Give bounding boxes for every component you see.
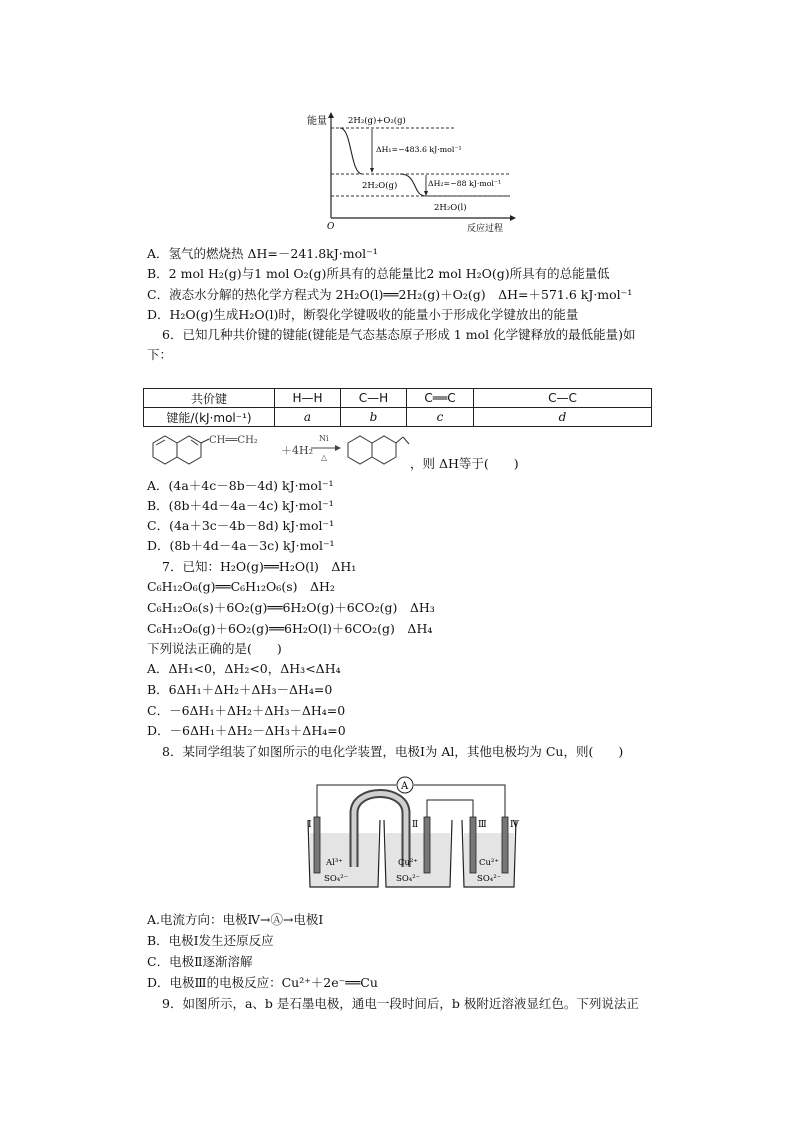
q7-option-c: C．－6ΔH₁＋ΔH₂＋ΔH₃－ΔH₄=0 xyxy=(147,703,346,718)
table-cell: a xyxy=(275,408,341,427)
q9-stem: 9．如图所示，a、b 是石墨电极，通电一段时间后，b 极附近溶液显红色。下列说法正 xyxy=(162,996,639,1011)
q7-stem: 7．已知：H₂O(g)══H₂O(l) ΔH₁ xyxy=(162,559,357,574)
reaction-arrow-head xyxy=(335,445,341,451)
q7-ask: 下列说法正确的是( ) xyxy=(147,641,282,656)
q8-stem: 8．某同学组装了如图所示的电化学装置，电极Ⅰ为 Al，其他电极均为 Cu，则( ) xyxy=(162,744,624,759)
q6-option-d: D．(8b＋4d－4a－3c) kJ·mol⁻¹ xyxy=(147,538,335,553)
q5-option-a: A．氢气的燃烧热 ΔH=－241.8kJ·mol⁻¹ xyxy=(147,246,378,261)
ethyl-bond-1 xyxy=(396,437,403,443)
ion-al: Al³⁺ xyxy=(326,858,343,868)
table-cell: b xyxy=(341,408,407,427)
product-ring-right xyxy=(372,436,396,464)
q6-stem-1: 6．已知几种共价键的键能(键能是气态基态原子形成 1 mol 化学键释放的最低能量)如 xyxy=(162,327,636,342)
q8-option-d: D．电极Ⅲ的电极反应：Cu²⁺＋2e⁻══Cu xyxy=(147,975,378,990)
q7-option-d: D．－6ΔH₁＋ΔH₂－ΔH₃＋ΔH₄=0 xyxy=(147,723,346,738)
table-header-cell: H—H xyxy=(275,389,341,408)
y-axis-arrow xyxy=(328,112,334,118)
q7-option-a: A．ΔH₁<0，ΔH₂<0，ΔH₃<ΔH₄ xyxy=(147,661,341,676)
level-bottom-label: 2H₂O(l) xyxy=(434,203,467,213)
plus-hydrogen: ＋4H₂ xyxy=(281,444,314,457)
electrode-2 xyxy=(424,817,430,873)
table-header-cell: C—C xyxy=(474,389,652,408)
electrode-2-label: Ⅱ xyxy=(412,820,419,830)
table-cell: 键能/(kJ·mol⁻¹) xyxy=(144,408,275,427)
heat-label: △ xyxy=(321,453,328,462)
dh1-arrow-head xyxy=(370,168,374,173)
electrode-1 xyxy=(314,817,320,873)
q7-eq2: C₆H₁₂O₆(g)══C₆H₁₂O₆(s) ΔH₂ xyxy=(147,579,335,594)
energy-diagram xyxy=(300,108,520,236)
energy-curve-1 xyxy=(340,128,362,174)
q5-option-c: C．液态水分解的热化学方程式为 2H₂O(l)══2H₂(g)＋O₂(g) ΔH=＋571.6 kJ·mol⁻¹ xyxy=(147,287,633,302)
q7-eq4: C₆H₁₂O₆(g)＋6O₂(g)══6H₂O(l)＋6CO₂(g) ΔH₄ xyxy=(147,621,433,636)
q8-option-b: B．电极Ⅰ发生还原反应 xyxy=(147,933,274,948)
sulfate-2: SO₄²⁻ xyxy=(396,874,421,884)
ammeter-label: A xyxy=(401,781,409,792)
electrode-4-label: Ⅳ xyxy=(510,820,519,830)
electrode-3-label: Ⅲ xyxy=(478,820,487,830)
outer-wire-right xyxy=(414,785,505,820)
table-cell: c xyxy=(407,408,474,427)
q8-option-c: C．电极Ⅱ逐渐溶解 xyxy=(147,954,253,969)
origin-label: O xyxy=(327,222,335,232)
bond-energy-table xyxy=(143,388,652,427)
table-cell: d xyxy=(474,408,652,427)
table-header-row xyxy=(144,389,652,408)
x-axis-label: 反应过程 xyxy=(467,224,504,234)
substituent-bond xyxy=(201,439,209,443)
q7-eq3: C₆H₁₂O₆(s)＋6O₂(g)══6H₂O(g)＋6CO₂(g) ΔH₃ xyxy=(147,600,435,615)
electrochemical-cell-diagram xyxy=(300,775,530,895)
vinyl-group: CH══CH₂ xyxy=(209,435,258,446)
level-mid-label: 2H₂O(g) xyxy=(362,181,398,191)
q6-ask: ，则 ΔH等于( ) xyxy=(410,456,519,471)
dh2-label: ΔH₂=−88 kJ·mol⁻¹ xyxy=(428,179,502,188)
q5-option-b: B．2 mol H₂(g)与1 mol O₂(g)所具有的总能量比2 mol H₂O(g)所具有的总能量低 xyxy=(147,266,610,281)
electrode-4 xyxy=(502,817,508,873)
q6-option-a: A．(4a＋4c－8b－4d) kJ·mol⁻¹ xyxy=(147,478,334,493)
ring-right xyxy=(177,436,201,464)
sulfate-1: SO₄²⁻ xyxy=(324,874,349,884)
inner-wire xyxy=(427,800,473,820)
product-ring-left xyxy=(348,436,372,464)
ethyl-bond-2 xyxy=(403,437,409,444)
q5-option-d: D．H₂O(g)生成H₂O(l)时，断裂化学键吸收的能量小于形成化学键放出的能量 xyxy=(147,307,579,322)
ion-cu-2: Cu²⁺ xyxy=(479,858,499,868)
electrode-1-label: Ⅰ xyxy=(308,820,312,830)
dh2-arrow-head xyxy=(424,191,428,196)
table-header-cell: 共价键 xyxy=(144,389,275,408)
dh1-label: ΔH₁=−483.6 kJ·mol⁻¹ xyxy=(376,145,462,154)
electrode-3 xyxy=(470,817,476,873)
level-top-label: 2H₂(g)+O₂(g) xyxy=(348,116,406,126)
q6-option-b: B．(8b＋4d－4a－4c) kJ·mol⁻¹ xyxy=(147,498,334,513)
table-header-cell: C══C xyxy=(407,389,474,408)
hydrogenation-reaction xyxy=(143,430,413,470)
q8-option-a: A.电流方向：电极Ⅳ→Ⓐ→电极Ⅰ xyxy=(147,912,324,927)
ion-cu-1: Cu²⁺ xyxy=(398,858,418,868)
table-header-cell: C—H xyxy=(341,389,407,408)
q7-option-b: B．6ΔH₁＋ΔH₂＋ΔH₃－ΔH₄=0 xyxy=(147,682,333,697)
catalyst-label: Ni xyxy=(319,434,329,443)
y-axis-label: 能量 xyxy=(307,116,327,127)
sulfate-3: SO₄²⁻ xyxy=(477,874,502,884)
q6-stem-2: 下： xyxy=(147,347,173,362)
table-row xyxy=(144,408,652,427)
x-axis-arrow xyxy=(510,215,516,221)
q6-option-c: C．(4a＋3c－4b－8d) kJ·mol⁻¹ xyxy=(147,518,335,533)
